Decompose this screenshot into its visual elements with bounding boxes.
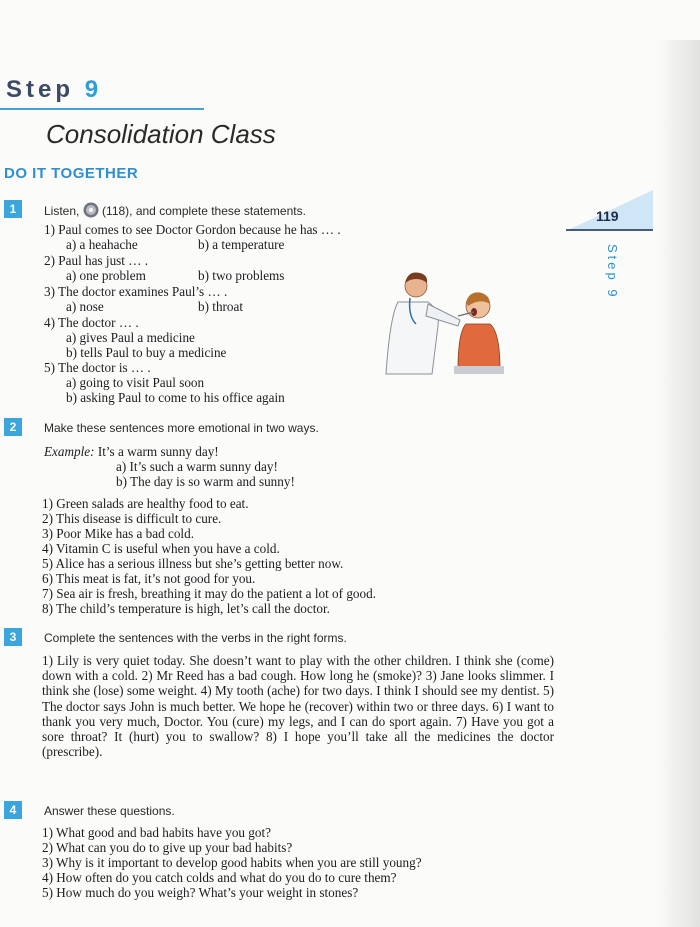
ex4-question: 2) What can you do to give up your bad habits?: [42, 840, 293, 855]
exercise-2-instruction: Make these sentences more emotional in two ways.: [44, 421, 319, 435]
cd-audio-icon: [83, 202, 99, 218]
exercise-4-badge: 4: [4, 801, 22, 819]
ex1-item-3-stem: 3) The doctor examines Paul’s … .: [44, 284, 228, 299]
exercise-3-instruction: Complete the sentences with the verbs in the right forms.: [44, 631, 347, 645]
ex4-question: 5) How much do you weigh? What’s your weight in stones?: [42, 885, 359, 900]
ex2-item: 5) Alice has a serious illness but she’s getting better now.: [42, 556, 344, 571]
exercise-4-instruction: Answer these questions.: [44, 804, 175, 818]
ex1-item-1-option-b: b) a temperature: [198, 237, 285, 252]
exercise-2-badge: 2: [4, 418, 22, 436]
ex2-item: 4) Vitamin C is useful when you have a cold.: [42, 541, 280, 556]
ex1-item-5-stem: 5) The doctor is … .: [44, 360, 151, 375]
ex2-item: 6) This meat is fat, it’s not good for you.: [42, 571, 256, 586]
section-heading: DO IT TOGETHER: [4, 165, 139, 182]
lesson-title: Consolidation Class: [46, 119, 276, 149]
ex3-paragraph: 1) Lily is very quiet today. She doesn’t want to play with the other children. I think she (come) down with a cold. 2) Mr Reed has a bad cough. How long he (smoke)? 3) Jane looks slimmer. I think she (lose) some weight. 4) My tooth (ache) for two days. I think I should see my dentist. 5) The doctor says John is much better. We hope he (recover) within two or three days. 6) I want to thank you very much, Doctor. You (cure) my legs, and I can do sport again. 7) Have you got a sore throat? It (hurt) you to swallow? 8) I hope you’ll take all the medicines the doctor (prescribe).: [42, 653, 554, 760]
ex1-item-4-option-b: b) tells Paul to buy a medicine: [66, 345, 227, 360]
step-heading: Step 9: [6, 76, 103, 103]
ex1-item-2-option-a: a) one problem: [66, 268, 146, 283]
ex2-item: 1) Green salads are healthy food to eat.: [42, 496, 249, 511]
ex2-example-a: a) It’s such a warm sunny day!: [116, 459, 278, 474]
ex1-item-2-stem: 2) Paul has just … .: [44, 253, 149, 268]
side-step-label: Step 9: [605, 244, 620, 300]
ex1-item-3-option-a: a) nose: [66, 299, 104, 314]
exercise-1-badge: 1: [4, 200, 22, 218]
doctor-patient-illustration: [380, 266, 506, 378]
ex1-item-1-stem: 1) Paul comes to see Doctor Gordon because he has … .: [44, 222, 341, 237]
ex4-question: 3) Why is it important to develop good habits when you are still young?: [42, 855, 422, 870]
ex2-item: 3) Poor Mike has a bad cold.: [42, 526, 194, 541]
ex1-item-3-option-b: b) throat: [198, 299, 244, 314]
exercise-3-badge: 3: [4, 628, 22, 646]
ex2-example-b: b) The day is so warm and sunny!: [116, 474, 295, 489]
ex2-item: 2) This disease is difficult to cure.: [42, 511, 222, 526]
ex1-item-1-option-a: a) a heahache: [66, 237, 138, 252]
ex2-example: [44, 444, 219, 459]
ex1-item-2-option-b: b) two problems: [198, 268, 285, 283]
ex2-item: 7) Sea air is fresh, breathing it may do the patient a lot of good.: [42, 586, 376, 601]
ex1-item-5-option-b: b) asking Paul to come to his office again: [66, 390, 285, 405]
ex1-item-5-option-a: a) going to visit Paul soon: [66, 375, 205, 390]
ex1-item-4-stem: 4) The doctor … .: [44, 315, 139, 330]
ex2-item: 8) The child’s temperature is high, let’s call the doctor.: [42, 601, 330, 616]
exercise-1-instruction: Listen, (118), and complete these statements.: [44, 204, 306, 218]
ex4-question: 1) What good and bad habits have you got?: [42, 825, 272, 840]
ex1-item-4-option-a: a) gives Paul a medicine: [66, 330, 195, 345]
example-label: Example:: [44, 444, 95, 459]
page-number: 119: [596, 208, 619, 224]
example-sentence: It’s a warm sunny day!: [97, 444, 219, 459]
page-edge-shadow: [656, 40, 700, 927]
step-rule-divider: [0, 108, 204, 110]
ex4-question: 4) How often do you catch colds and what do you do to cure them?: [42, 870, 397, 885]
